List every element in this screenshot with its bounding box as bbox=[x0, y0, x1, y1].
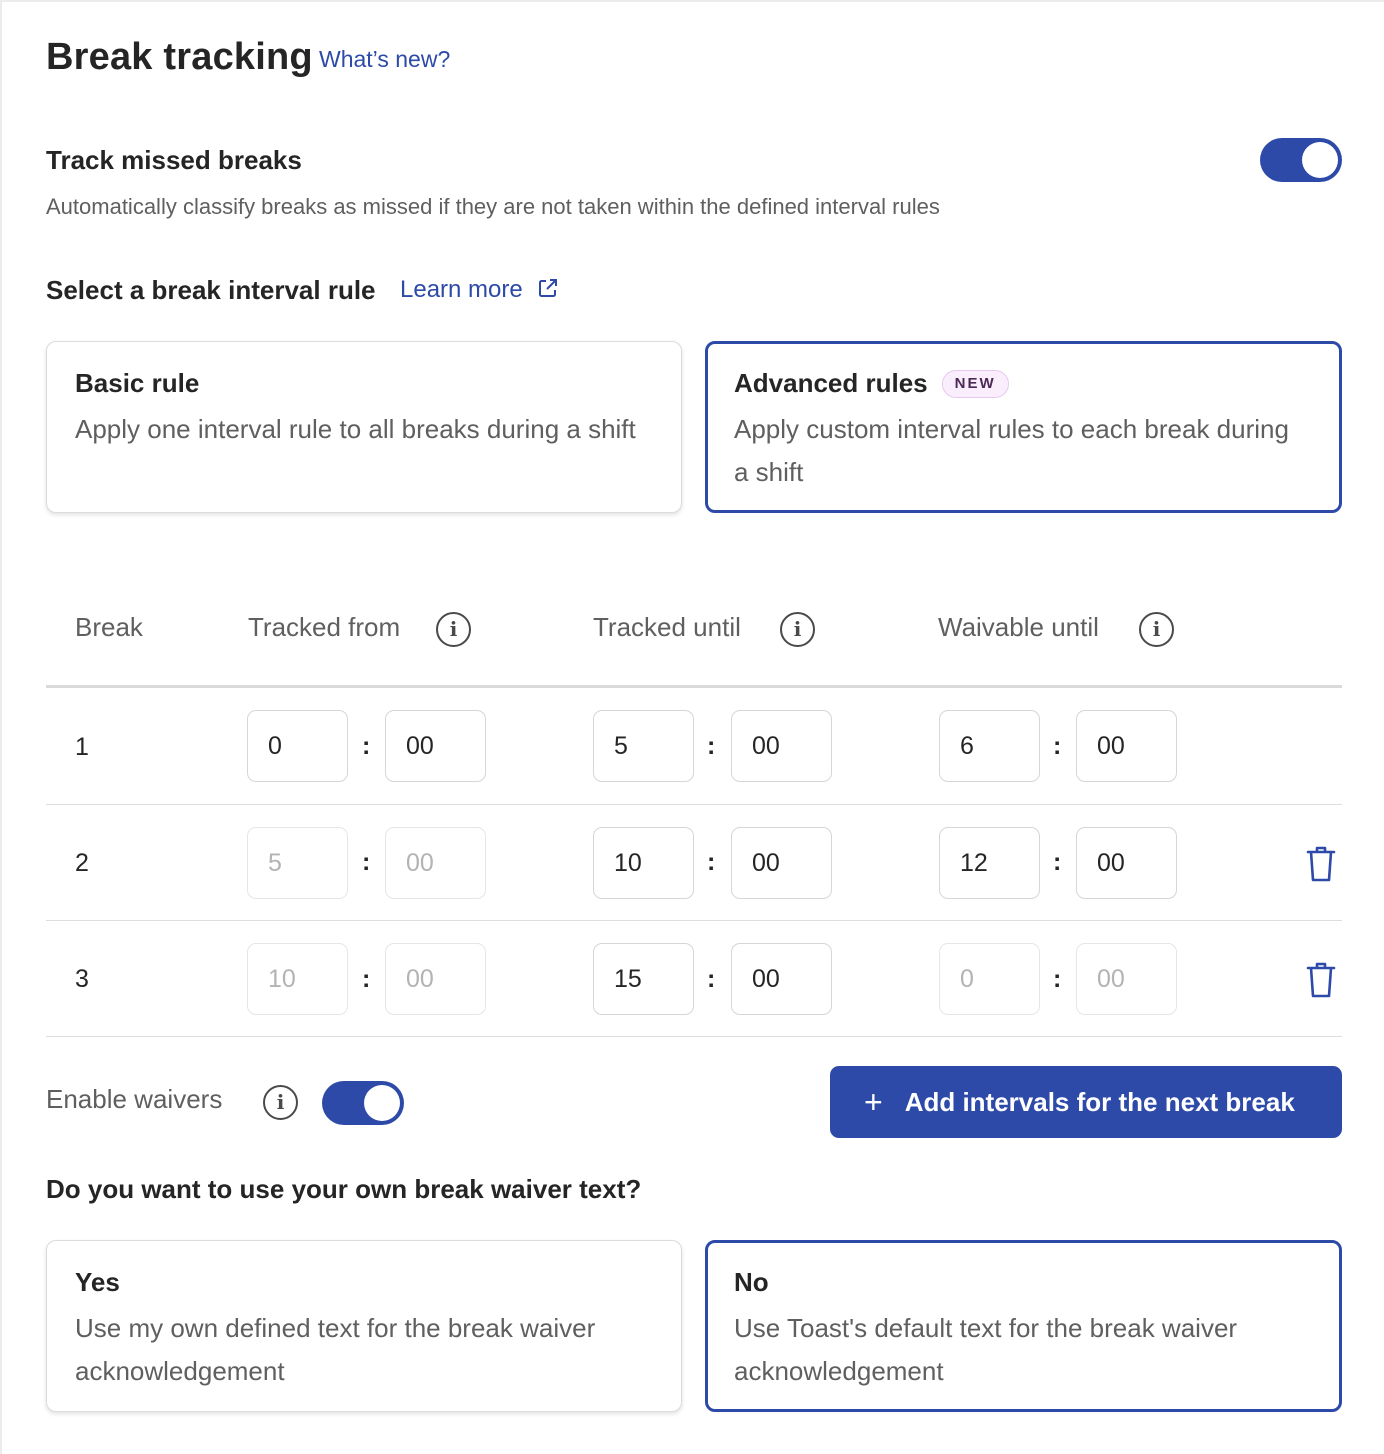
advanced-rules-title-row bbox=[734, 368, 1009, 399]
row-divider bbox=[46, 1036, 1342, 1037]
waiver-yes-title: Yes bbox=[75, 1267, 120, 1297]
waivable-until-info-icon[interactable]: i bbox=[1139, 612, 1174, 647]
tracked-from-hours-input: 10 bbox=[247, 943, 348, 1015]
page-title: Break tracking bbox=[46, 36, 313, 78]
tracked-until-hours-input[interactable]: 15 bbox=[593, 943, 694, 1015]
waivable-until-hours-input[interactable]: 12 bbox=[939, 827, 1040, 899]
waiver-yes-card[interactable] bbox=[46, 1240, 682, 1412]
waivable-until-minutes-input[interactable]: 00 bbox=[1076, 710, 1177, 782]
header-tracked-from: Tracked from bbox=[248, 612, 401, 642]
waivable-until-minutes-input[interactable]: 00 bbox=[1076, 827, 1177, 899]
toggle-knob bbox=[364, 1085, 400, 1121]
interval-rule-title: Select a break interval rule bbox=[46, 275, 376, 305]
tracked-from-minutes-input[interactable]: 00 bbox=[385, 710, 486, 782]
add-intervals-button[interactable] bbox=[830, 1066, 1342, 1138]
enable-waivers-label: Enable waivers bbox=[46, 1084, 223, 1114]
tracked-until-info-icon[interactable]: i bbox=[780, 612, 815, 647]
tracked-from-hours-input[interactable]: 0 bbox=[247, 710, 348, 782]
enable-waivers-toggle[interactable] bbox=[322, 1081, 404, 1125]
waiver-text-question: Do you want to use your own break waiver text? bbox=[46, 1174, 642, 1204]
whats-new-link[interactable]: What’s new? bbox=[319, 46, 451, 72]
basic-rule-title: Basic rule bbox=[75, 368, 200, 398]
time-separator: : bbox=[362, 732, 371, 760]
tracked-from-hours-input: 5 bbox=[247, 827, 348, 899]
row-break-number: 3 bbox=[75, 965, 89, 993]
time-separator: : bbox=[707, 732, 716, 760]
row-divider bbox=[46, 804, 1342, 805]
row-break-number: 2 bbox=[75, 849, 89, 877]
header-tracked-until: Tracked until bbox=[593, 612, 741, 642]
header-break: Break bbox=[75, 612, 143, 642]
track-missed-title: Track missed breaks bbox=[46, 145, 302, 175]
waivable-until-hours-input[interactable]: 0 bbox=[939, 943, 1040, 1015]
basic-rule-description: Apply one interval rule to all breaks during a shift bbox=[75, 414, 636, 444]
waivable-until-hours-input[interactable]: 6 bbox=[939, 710, 1040, 782]
delete-trash-icon[interactable] bbox=[1306, 961, 1336, 999]
advanced-rules-card[interactable] bbox=[705, 341, 1342, 513]
time-separator: : bbox=[1053, 732, 1062, 760]
external-link-icon bbox=[537, 277, 559, 299]
waivable-until-minutes-input[interactable]: 00 bbox=[1076, 943, 1177, 1015]
add-intervals-label: Add intervals for the next break bbox=[904, 1086, 1295, 1117]
plus-icon: + bbox=[864, 1083, 883, 1120]
tracked-from-info-icon[interactable]: i bbox=[436, 612, 471, 647]
time-separator: : bbox=[362, 848, 371, 876]
advanced-rules-title: Advanced rules bbox=[734, 368, 928, 398]
tracked-until-minutes-input[interactable]: 00 bbox=[731, 710, 832, 782]
learn-more-link[interactable] bbox=[400, 276, 559, 304]
tracked-from-minutes-input: 00 bbox=[385, 827, 486, 899]
table-header-divider bbox=[46, 685, 1342, 688]
track-missed-toggle[interactable] bbox=[1260, 138, 1342, 182]
learn-more-label: Learn more bbox=[400, 276, 523, 303]
waiver-yes-description: Use my own defined text for the break waiver acknowledgement bbox=[75, 1313, 596, 1386]
basic-rule-card[interactable] bbox=[46, 341, 682, 513]
track-missed-description: Automatically classify breaks as missed if they are not taken within the defined interval rules bbox=[46, 194, 940, 219]
time-separator: : bbox=[1053, 848, 1062, 876]
waiver-no-card[interactable] bbox=[705, 1240, 1342, 1412]
waiver-no-description: Use Toast's default text for the break waiver acknowledgement bbox=[734, 1313, 1238, 1386]
waiver-no-title: No bbox=[734, 1267, 769, 1297]
tracked-until-hours-input[interactable]: 5 bbox=[593, 710, 694, 782]
tracked-until-minutes-input[interactable]: 00 bbox=[731, 943, 832, 1015]
tracked-until-hours-input[interactable]: 10 bbox=[593, 827, 694, 899]
time-separator: : bbox=[362, 965, 371, 993]
time-separator: : bbox=[707, 848, 716, 876]
tracked-from-minutes-input: 00 bbox=[385, 943, 486, 1015]
advanced-rules-description: Apply custom interval rules to each break during a shift bbox=[734, 414, 1289, 487]
time-separator: : bbox=[1053, 965, 1062, 993]
header-waivable-until: Waivable until bbox=[938, 612, 1099, 642]
time-separator: : bbox=[707, 965, 716, 993]
toggle-knob bbox=[1302, 142, 1338, 178]
row-divider bbox=[46, 920, 1342, 921]
new-badge: NEW bbox=[942, 370, 1009, 398]
row-break-number: 1 bbox=[75, 733, 89, 761]
enable-waivers-info-icon[interactable]: i bbox=[263, 1085, 298, 1120]
delete-trash-icon[interactable] bbox=[1306, 845, 1336, 883]
tracked-until-minutes-input[interactable]: 00 bbox=[731, 827, 832, 899]
